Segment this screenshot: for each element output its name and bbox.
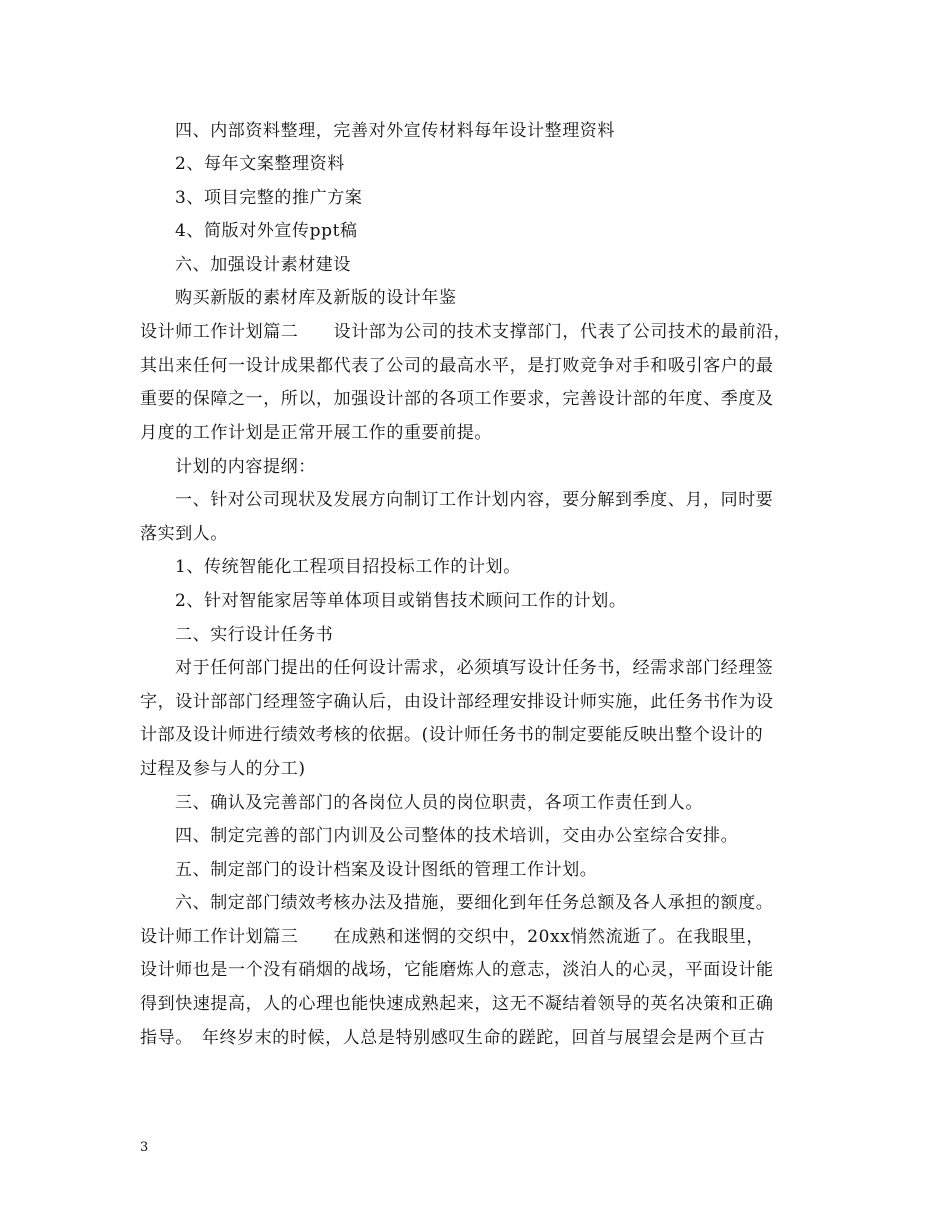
text-line: 落实到人。	[140, 524, 228, 544]
text-line: 六、加强设计素材建设	[175, 255, 351, 275]
text-line: 其出来任何一设计成果都代表了公司的最高水平，是打败竞争对手和吸引客户的最	[140, 356, 774, 376]
text-line: 四、内部资料整理，完善对外宣传材料每年设计整理资料	[175, 121, 615, 141]
text-line: 1、传统智能化工程项目招投标工作的计划。	[175, 557, 521, 577]
text-line: 三、确认及完善部门的各岗位人员的岗位职责，各项工作责任到人。	[175, 793, 703, 813]
section-heading-line: 设计师工作计划篇二 设计部为公司的技术支撑部门，代表了公司技术的最前沿，	[140, 322, 792, 342]
text-line: 对于任何部门提出的任何设计需求，必须填写设计任务书，经需求部门经理签	[175, 658, 774, 678]
text-line: 字，设计部部门经理签字确认后，由设计部经理安排设计师实施，此任务书作为设	[140, 692, 774, 712]
text-line: 4、简版对外宣传ppt稿	[175, 221, 358, 241]
text-line: 3、项目完整的推广方案	[175, 188, 363, 208]
text-line: 五、制定部门的设计档案及设计图纸的管理工作计划。	[175, 860, 598, 880]
text-line: 2、针对智能家居等单体项目或销售技术顾问工作的计划。	[175, 591, 627, 611]
text-line: 重要的保障之一，所以，加强设计部的各项工作要求，完善设计部的年度、季度及	[140, 389, 774, 409]
text-line: 一、针对公司现状及发展方向制订工作计划内容，要分解到季度、月，同时要	[175, 490, 774, 510]
page-number: 3	[140, 1140, 149, 1155]
text-line: 计部及设计师进行绩效考核的依据。(设计师任务书的制定要能反映出整个设计的	[140, 725, 764, 745]
text-line: 计划的内容提纲：	[175, 457, 316, 477]
text-line: 月度的工作计划是正常开展工作的重要前提。	[140, 423, 492, 443]
text-line: 指导。 年终岁末的时候，人总是特别感叹生命的蹉跎，回首与展望会是两个亘古	[140, 1028, 766, 1048]
text-line: 四、制定完善的部门内训及公司整体的技术培训，交由办公室综合安排。	[175, 826, 739, 846]
text-line: 得到快速提高，人的心理也能快速成熟起来，这无不凝结着领导的英名决策和正确	[140, 994, 774, 1014]
text-line: 设计师也是一个没有硝烟的战场，它能磨炼人的意志，淡泊人的心灵，平面设计能	[140, 960, 774, 980]
text-line: 2、每年文案整理资料	[175, 154, 345, 174]
text-line: 六、制定部门绩效考核办法及措施，要细化到年任务总额及各人承担的额度。	[175, 893, 774, 913]
text-line: 购买新版的素材库及新版的设计年鉴	[175, 288, 457, 308]
text-line: 二、实行设计任务书	[175, 625, 334, 645]
section-heading-line: 设计师工作计划篇三 在成熟和迷惘的交织中，20xx悄然流逝了。在我眼里，	[140, 927, 765, 947]
text-line: 过程及参与人的分工)	[140, 759, 306, 779]
